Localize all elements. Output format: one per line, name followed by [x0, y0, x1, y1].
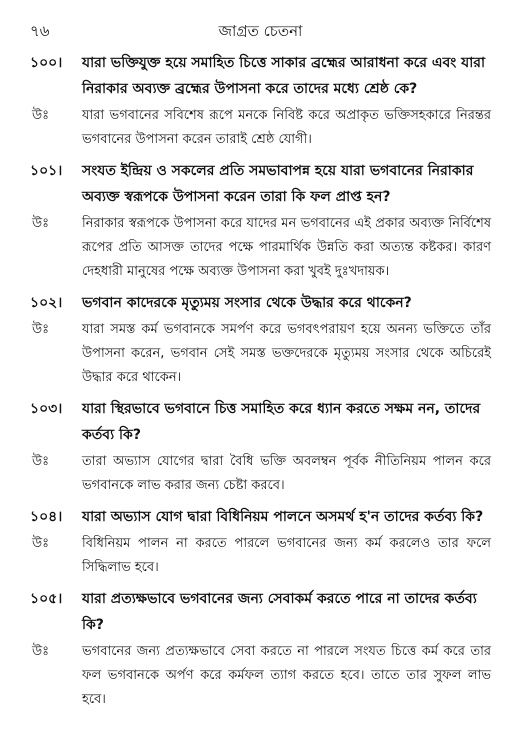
question-text: যারা স্থিরভাবে ভগবানে চিত্ত সমাহিত করে ধ্যান করতে সক্ষম নন, তাদের কর্তব্য কি? — [82, 401, 481, 443]
answer-label: উঃ — [32, 322, 50, 337]
page-header — [30, 18, 491, 44]
running-title: জাগ্রত চেতনা — [218, 22, 303, 40]
answer — [30, 212, 491, 284]
page-number: ৭৬ — [30, 22, 50, 40]
question-number: ১০৩। — [30, 401, 63, 417]
answer-label: উঃ — [32, 108, 50, 123]
qa-item — [30, 504, 491, 580]
answer — [30, 104, 491, 152]
answer-text: যারা ভগবানের সবিশেষ রূপে মনকে নিবিষ্ট করে অপ্রাকৃত ভক্তিসহকারে নিরন্তর ভগবানের উপাসনা করেন তারাই শ্রেষ্ঠ যোগী। — [82, 108, 491, 147]
answer-text: নিরাকার স্বরূপকে উপাসনা করে যাদের মন ভগবানের এই প্রকার অব্যক্ত নির্বিশেষ রূপের প্রতি আসক্ত তাদের পক্ষে পারমার্থিক উন্নতি করা অত্যন্ত কষ্টকর। কারণ দেহধারী মানুষের পক্ষে অব্যক্ত উপাসনা করা খুবই দুঃখদায়ক। — [82, 216, 491, 279]
question-text: যারা অভ্যাস যোগ দ্বারা বিধিনিয়ম পালনে অসমর্থ হ'ন তাদের কর্তব্য কি? — [82, 509, 484, 525]
answer-label: উঃ — [32, 454, 50, 469]
answer — [30, 532, 491, 580]
answer-text: যারা সমস্ত কর্ম ভগবানকে সমর্পণ করে ভগবৎপরায়ণ হয়ে অনন্য ভক্তিতে তাঁর উপাসনা করেন, ভগবান সেই সমস্ত ভক্তদেরকে মৃত্যুময় সংসার থেকে অচিরেই উদ্ধার করে থাকেন। — [82, 322, 491, 385]
qa-item — [30, 586, 491, 712]
question-text: যারা প্রত্যক্ষভাবে ভগবানের জন্য সেবাকর্ম করতে পারে না তাদের কর্তব্য কি? — [82, 591, 477, 633]
question-number: ১০১। — [30, 163, 63, 179]
answer — [30, 318, 491, 390]
qa-item — [30, 290, 491, 390]
answer-text: তারা অভ্যাস যোগের দ্বারা বৈধি ভক্তি অবলম্বন পূর্বক নীতিনিয়ম পালন করে ভগবানকে লাভ করার জন্য চেষ্টা করবে। — [82, 454, 491, 493]
answer-label: উঃ — [32, 536, 50, 551]
question-number: ১০০। — [30, 55, 63, 71]
question — [30, 504, 491, 530]
answer — [30, 640, 491, 712]
question-number: ১০৪। — [30, 509, 63, 525]
question — [30, 50, 491, 102]
question-number: ১০৫। — [30, 591, 63, 607]
answer-text: ভগবানের জন্য প্রত্যক্ষভাবে সেবা করতে না পারলে সংযত চিত্তে কর্ম করে তার ফল ভগবানকে অর্পণ করে কর্মফল ত্যাগ করতে হবে। তাতে তার সুফল লাভ হবে। — [82, 644, 491, 707]
question-text: ভগবান কাদেরকে মৃত্যুময় সংসার থেকে উদ্ধার করে থাকেন? — [82, 295, 412, 311]
qa-item — [30, 50, 491, 152]
question-number: ১০২। — [30, 295, 63, 311]
question-text: সংযত ইন্দ্রিয় ও সকলের প্রতি সমভাবাপন্ন হয়ে যারা ভগবানের নিরাকার অব্যক্ত স্বরূপকে উপাসনা করেন তারা কি ফল প্রাপ্ত হন? — [82, 163, 474, 205]
question — [30, 396, 491, 448]
qa-item — [30, 158, 491, 284]
answer-text: বিধিনিয়ম পালন না করতে পারলে ভগবানের জন্য কর্ম করলেও তার ফলে সিদ্ধিলাভ হবে। — [82, 536, 491, 575]
qa-item — [30, 396, 491, 498]
answer-label: উঃ — [32, 644, 50, 659]
answer — [30, 450, 491, 498]
question-text: যারা ভক্তিযুক্ত হয়ে সমাহিত চিত্তে সাকার ব্রহ্মের আরাধনা করে এবং যারা নিরাকার অব্যক্ত ব্রহ্মের উপাসনা করে তাদের মধ্যে শ্রেষ্ঠ কে? — [82, 55, 486, 97]
question — [30, 586, 491, 638]
question — [30, 290, 491, 316]
answer-label: উঃ — [32, 216, 50, 231]
question — [30, 158, 491, 210]
